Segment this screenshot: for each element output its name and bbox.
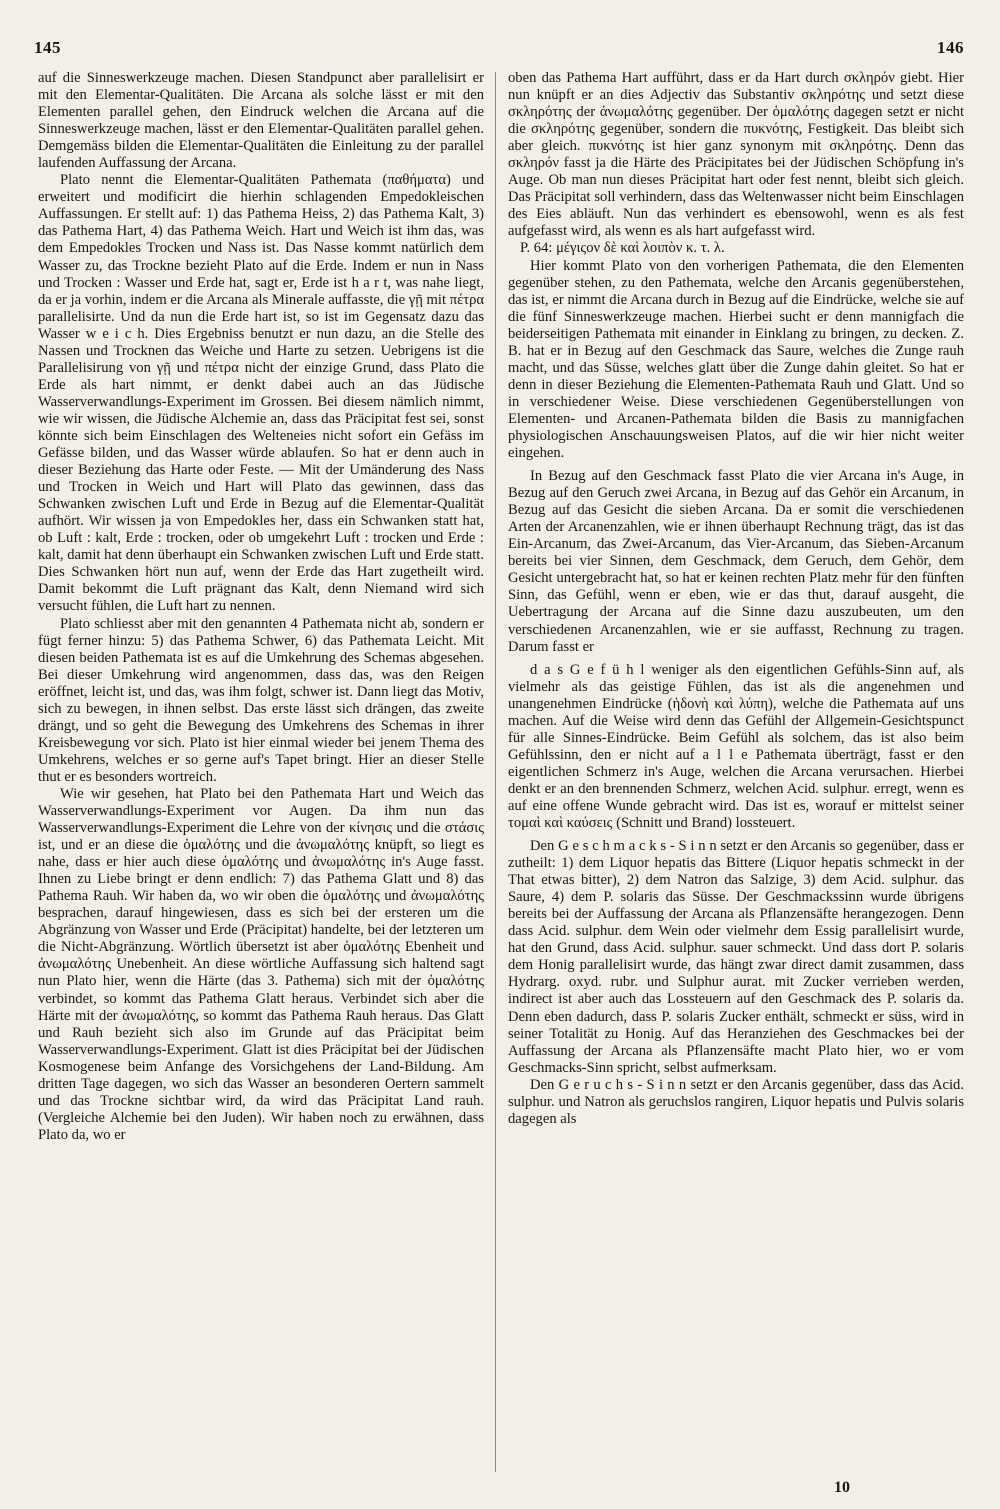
left-column — [38, 70, 484, 1144]
paragraph: Hier kommt Plato von den vorherigen Pathemata, die den Elementen gegenüber stehen, zu den Pathemata, welche den Arcanis gegenüberstehen, das ist, er nimmt die Arcana durch in Bezug auf die Eindrücke, welche sie auf die fünf Sinneswerkzeuge machen. Hierbei sucht er denn mannigfach die beiderseitigen Pathemata mit einander in Einklang zu bringen, zu decken. Z. B. hat er in Bezug auf den Geschmack das Saure, welches die Zunge rauh macht, und das Süsse, welches glatt über die Zunge dahin gleitet. So hat er denn in dieser Beziehung die Elementen-Pathemata Rauh und Glatt. Und so in verschiedener Weise. Diese verschiedenen Gegenüberstellungen von Elementen- und Arcanen-Pathemata bilden die Basis zu mannigfachen physiologischen Anschauungsweisen Platos, auf die wir hier nicht weiter eingehen. — [508, 257, 964, 462]
paragraph: oben das Pathema Hart aufführt, dass er da Hart durch σκληρόν giebt. Hier nun knüpft er an dies Adjectiv das Substantiv σκληρότης und setzt diese σκληρότης der ἀνωμαλότης gegenüber. Der ὁμαλότης dagegen setzt er nicht die σκληρότης gegenüber, sondern die πυκνότης, Festigkeit. Das bleibt sich aber gleich. πυκνότης ist hier ganz synonym mit σκληρότης. Denn das σκληρόν fasst ja die Härte des Präcipitates bei der Jüdischen Schöpfung in's Auge. Ob man nun dieses Präcipitat hart oder fest nennt, bleibt sich gleich. Das Präcipitat soll verhindern, dass das Weltenwasser nicht beim Einschlagen des Eies abläuft. Nun das verhindert es ebensowohl, wenn es als fest aufgefasst wird, als wenn es als hart aufgefasst wird. — [508, 70, 964, 240]
paragraph: Den G e s c h m a c k s - S i n n setzt er den Arcanis so gegenüber, dass er zutheilt: 1) dem Liquor hepatis das Bittere (Liquor hepatis schmeckt in der That etwas bitter), 2) dem Natron das Salzige, 3) dem Acid. sulphur. das Saure, 4) dem P. solaris das Süsse. Der Geschmackssinn wurde übrigens bereits bei der Auffassung der Arcana als Pflanzensäfte herangezogen. Denn dass Acid. sulphur. dem Wein oder vielmehr dem Essig parallelisirt wurde, hat den Grund, dass Acid. sulphur. sauer schmeckt. Und dass dort P. solaris dem Honig parallelisirt wurde, das hängt zwar direct damit zusammen, dass Hydrarg. oxyd. rubr. und Sulphur aurat. mit Zucker verrieben werden, indirect ist aber auch das Lossteuern auf den Geschmack des P. solaris da. Denn eben dadurch, dass P. solaris Zucker enthält, schmeckt er süss, wird in seiner Totalität zu Honig. Auf das Heranziehen des Geschmackes bei der Auffassung der Arcana als Pflanzensäfte macht Plato hier, wo er vom Geschmacks-Sinn spricht, selbst aufmerksam. — [508, 838, 964, 1076]
page-number-left: 145 — [34, 38, 61, 57]
paragraph: auf die Sinneswerkzeuge machen. Diesen Standpunct aber parallelisirt er mit den Elementar-Qualitäten. Die Arcana als solche lässt er mit den Elementen parallel gehen, den Eindruck welchen die Arcana auf die Sinneswerkzeuge machen, lässt er den Elementar-Qualitäten parallel gehen. Demgemäss bilden die Elementar-Qualitäten die Einleitung zu der parallel laufenden Auffassung der Arcana. — [38, 70, 484, 172]
paragraph: Wie wir gesehen, hat Plato bei den Pathemata Hart und Weich das Wasserverwandlungs-Experiment vor Augen. Da ihm nun das Wasserverwandlungs-Experiment die Lehre von der κίνησις und die στάσις ist, und er an diese die ὁμαλότης und die ἀνωμαλότης knüpft, so liegt es nahe, dass er hier auch diese ὁμαλότης und ἀνωμαλότης in's Auge fasst. Ihnen zu Liebe bringt er denn endlich: 7) das Pathema Glatt und 8) das Pathema Rauh. Wir haben da, wo wir oben die ὁμαλότης und ἀνωμαλότης besprachen, darauf hingewiesen, dass es sich bei der ersteren um die Abgränzung von Wasser und Erde (Präcipitat) handelte, bei der letzteren um die Nicht-Abgränzung. Wörtlich übersetzt ist aber ὁμαλότης Ebenheit und ἀνωμαλότης Unebenheit. An diese wörtliche Auffassung sich haltend sagt nun Plato hier, wenn die Härte (das 3. Pathema) sich mit der ὁμαλότης verbindet, so kommt das Pathema Glatt heraus. Verbindet sich aber die Härte mit der ἀνωμαλότης, so kommt das Pathema Rauh heraus. Das Glatt und Rauh bezieht sich also im Grunde auf das Präcipitat beim Wasserverwandlungs-Experiment. Glatt ist dies Präcipitat bei der Jüdischen Kosmogenese beim Anfange des Vorsichgehens der Land-Bildung. Am dritten Tage dagegen, wo sich das Wasser an besonderen Oertern sammelt und das Trockne sichtbar wird, da wird das Präcipitat Land rauh. (Vergleiche Alchemie bei den Juden). Wir haben noch zu erwähnen, dass Plato da, wo er — [38, 785, 484, 1143]
sheet-signature: 10 — [834, 1479, 850, 1496]
column-divider — [495, 72, 496, 1472]
paragraph: In Bezug auf den Geschmack fasst Plato die vier Arcana in's Auge, in Bezug auf den Geruch zwei Arcana, in Bezug auf das Gehör ein Arcanum, in Bezug auf das Gesicht die sieben Arcana. Da er somit die verschiedenen Arten der Arcanenzahlen, wie er ihnen überhaupt Rechnung trägt, das ist das Ein-Arcanum, das Zwei-Arcanum, das Vier-Arcanum, das Sieben-Arcanum bereits bei vier Sinnen, dem Geschmack, dem Geruch, dem Gehör, dem Gesicht untergebracht hat, so hat er keinen rechten Platz mehr für den fünften Sinn, das Gefühl, wenn er eben, wie er das thut, darauf ausgeht, die Uebertragung der Arcana auf die Sinne dazu auszubeuten, um den verschiedenen Arcanenzahlen, wie er sie auffasst, Rechnung zu tragen. Darum fasst er — [508, 468, 964, 655]
paragraph: Plato schliesst aber mit den genannten 4 Pathemata nicht ab, sondern er fügt ferner hinzu: 5) das Pathema Schwer, 6) das Pathemata Leicht. Mit diesen beiden Pathemata ist es auf die Umkehrung des Schemas abgesehen. Bei dieser Umkehrung wird angenommen, dass das, was den Reigen eröffnet, leicht ist, und das, was ihm folgt, schwer ist. Dann liegt das Motiv, sich zu bewegen, in ihnen selbst. Das erste lässt sich drängen, das zweite drängt, und so geht die Bewegung des Umkehrens des Schemas in ihrer Kreisbewegung vor sich. Plato ist hier einmal wieder bei jenem Thema des Umkehrens, welches er so gerne auf's Tapet bringt. Hier an dieser Stelle thut er es besonders wortreich. — [38, 615, 484, 785]
paragraph: Plato nennt die Elementar-Qualitäten Pathemata (παθήματα) und erweitert und modificirt die hierhin schlagenden Empedokleischen Auffassungen. Er stellt auf: 1) das Pathema Heiss, 2) das Pathema Kalt, 3) das Pathema Hart, 4) das Pathema Weich. Hart und Weich ist ihm das, was dem Empedokles Trocken und Nass ist. Das Nasse kommt natürlich dem Wasser zu, das Trockne bezieht Plato auf die Erde. Indem er nun in Nass und Trocken : Wasser und Erde hat, sagt er, Erde ist h a r t, was nahe liegt, da er ja vorhin, indem er die Arcana als Minerale auffasste, die γῇ mit πέτρα parallelisirte. Und da nun die Erde hart ist, so ist im Gegensatz dazu das Wasser w e i c h. Dies Ergebniss benutzt er nun dazu, an die Stelle des Nassen und Trocknen das Weiche und Harte zu setzen. Uebrigens ist die Parallelisirung von γῇ und πέτρα nicht der einzige Grund, dass Plato die Erde als hart nimmt, er denkt dabei auch an das Jüdische Wasserverwandlungs-Experiment im Grossen. Bei diesem nämlich nimmt, wie wir wissen, die Jüdische Alchemie an, dass das Präcipitat fest sei, sonst könnte sich beim Einschlagen des Welteneies nicht sofort ein Gefäss im Gefässe bilden, und das Wasser würde ablaufen. So hat er denn auch in dieser Beziehung das Harte oder Feste. — Mit der Umänderung des Nass und Trocken in Weich und Hart will Plato das gewinnen, dass das Schwanken zwischen Luft und Erde in Bezug auf die Elementar-Qualität aufhört. Wir wissen ja von Empedokles her, dass ein Schwanken statt hat, ob Luft : kalt, Erde : trocken, oder ob umgekehrt Luft : trocken und Erde : kalt, damit hat denn überhaupt ein Schwanken zwischen Luft und Erde statt. Dies Schwanken hört nun auf, wenn der Erde das Hart zugetheilt wird. Damit bekommt die Luft prägnant das Kalt, denn Niemand wird sich versucht fühlen, die Luft hart zu nennen. — [38, 172, 484, 615]
right-column — [508, 70, 964, 1128]
citation-line: P. 64: μέγιςον δὲ καὶ λοιπὸν κ. τ. λ. — [520, 240, 725, 257]
page-number-right: 146 — [937, 38, 964, 57]
paragraph: d a s G e f ü h l weniger als den eigentlichen Gefühls-Sinn auf, als vielmehr als das geistige Fühlen, das ist als die angenehmen und unangenehmen Eindrücke (ἡδονὴ καὶ λύπη), welche die Pathemata auf uns machen. Auf die Weise wird denn das Gefühl der Allgemein-Gesichtspunct für alle Sinnes-Eindrücke. Beim Gefühl als solchem, das ist also beim Gefühlssinn, den er nicht auf a l l e Pathemata überträgt, fasst er den eigentlichen Schmerz in's Auge, welchen die Arcana verursachen. Hierbei denkt er an den brennenden Schmerz, welchen Acid. sulphur. erregt, wenn es auf eine offene Wunde gebracht wird. Das ist es, worauf er mittelst seiner τομαὶ καὶ καύσεις (Schnitt und Brand) lossteuert. — [508, 661, 964, 832]
paragraph: Den G e r u c h s - S i n n setzt er den Arcanis gegenüber, dass das Acid. sulphur. und Natron als geruchslos rangiren, Liquor hepatis und Pulvis solaris dagegen als — [508, 1076, 964, 1127]
